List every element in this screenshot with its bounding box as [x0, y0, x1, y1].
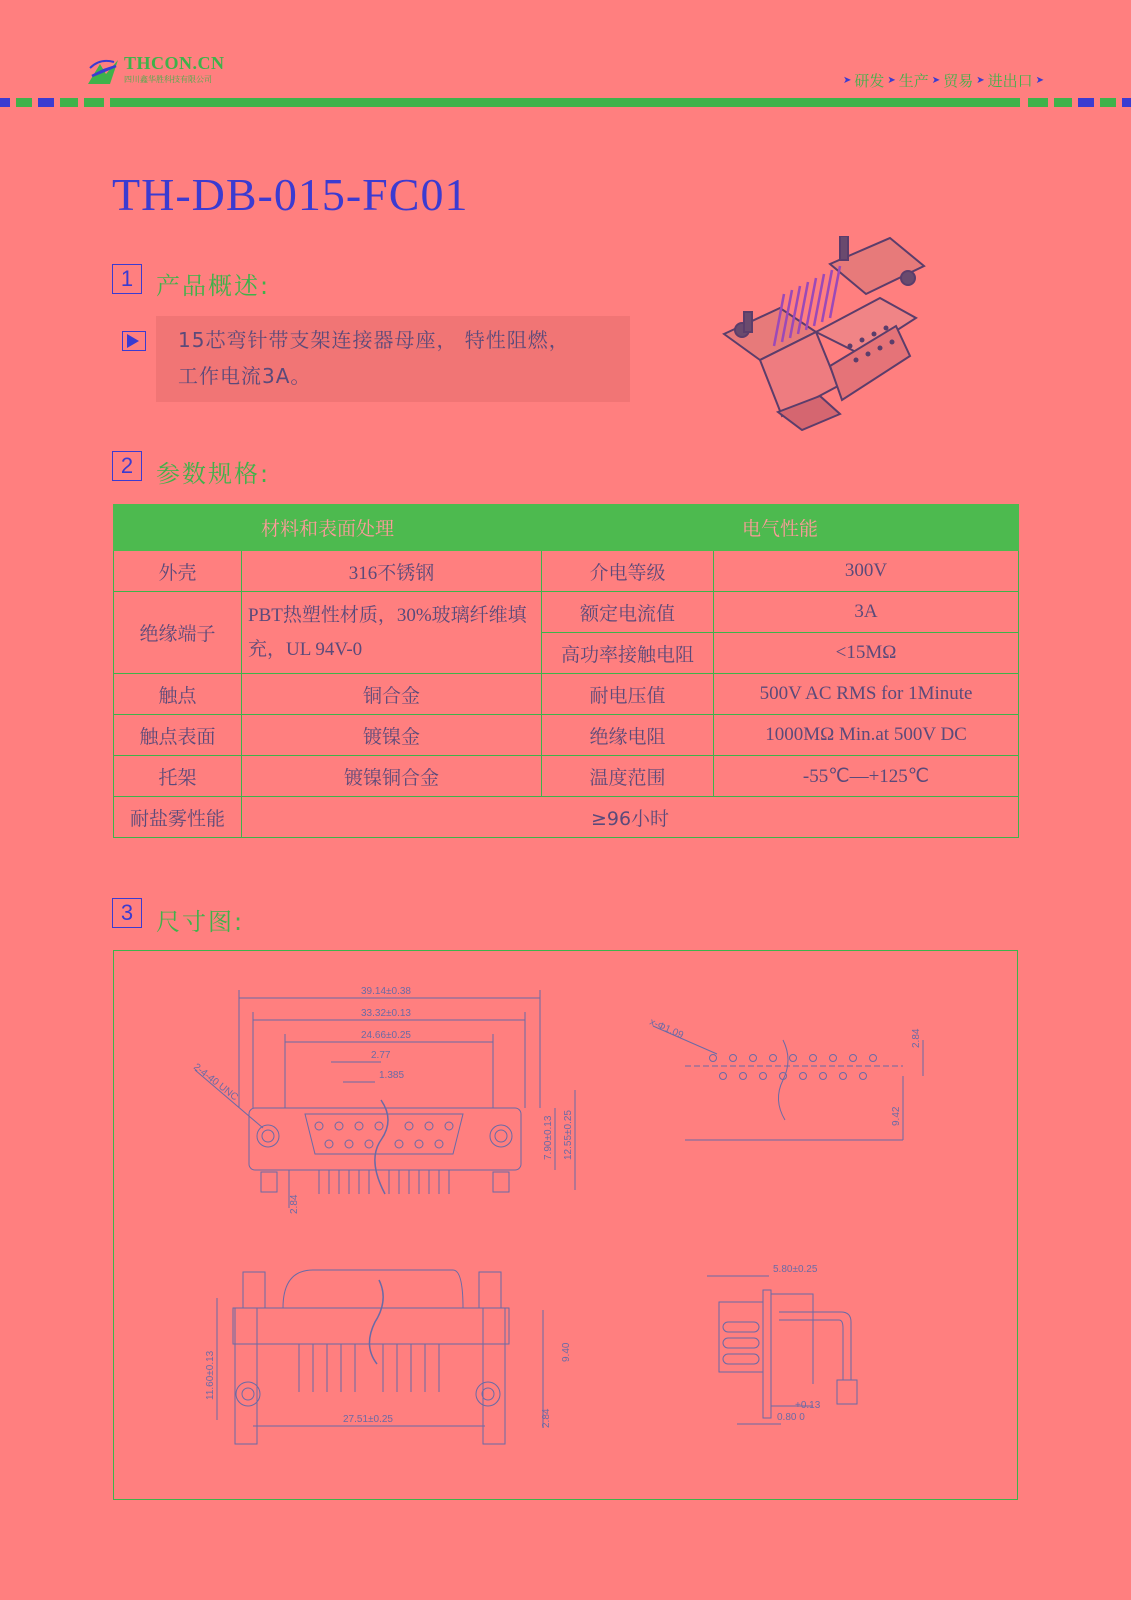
product-image	[720, 236, 945, 431]
table-row	[114, 592, 1019, 633]
dim-row-distance: 9.42	[891, 1106, 902, 1126]
spec-value: PBT热塑性材质，30%玻璃纤维填充，UL 94V-0	[242, 592, 542, 674]
spec-label: 额定电流值	[542, 592, 714, 633]
dim-height-total: 12.55±0.25	[563, 1110, 574, 1160]
dimension-drawing	[113, 950, 1018, 1500]
dim-row-pitch: 2.84	[911, 1028, 922, 1048]
spec-value: -55℃—+125℃	[714, 756, 1019, 797]
dim-hole-dia: x-Φ1.09	[647, 1016, 685, 1042]
spec-value: 1000MΩ Min.at 500V DC	[714, 715, 1019, 756]
top-nav	[840, 70, 1047, 91]
section-number: 1	[112, 264, 142, 294]
spec-label: 耐电压值	[542, 674, 714, 715]
nav-arrow-icon: ➤	[931, 75, 941, 86]
spec-value: 500V AC RMS for 1Minute	[714, 674, 1019, 715]
dim-tolerance: +0.13	[795, 1400, 821, 1411]
spec-label: 高功率接触电阻	[542, 633, 714, 674]
spec-value: ≥96小时	[242, 797, 1019, 838]
nav-arrow-icon: ➤	[887, 75, 896, 86]
spec-value: 镀镍铜合金	[242, 756, 542, 797]
nav-item-trade[interactable]: 贸易	[943, 72, 974, 90]
spec-table	[113, 504, 1019, 838]
nav-item-production[interactable]: 生产	[898, 72, 929, 90]
overview-line: 工作电流3A。	[178, 364, 312, 388]
spec-label: 介电等级	[542, 551, 714, 592]
dim-pin-offset: 2.84	[289, 1194, 300, 1214]
dim-pitch: 2.77	[371, 1050, 391, 1061]
section-title-specs: 参数规格:	[156, 460, 271, 488]
dim-thickness: 0.80 0	[777, 1412, 805, 1423]
spec-label: 触点表面	[114, 715, 242, 756]
spec-value: 铜合金	[242, 674, 542, 715]
table-row	[114, 715, 1019, 756]
section-number: 3	[112, 898, 142, 928]
spec-label: 托架	[114, 756, 242, 797]
brand-name: THCON.CN	[124, 53, 225, 73]
spec-label: 温度范围	[542, 756, 714, 797]
column-header-materials: 材料和表面处理	[114, 505, 542, 551]
spec-label: 触点	[114, 674, 242, 715]
play-icon	[127, 334, 139, 348]
dim-end-width: 5.80±0.25	[773, 1264, 818, 1275]
dim-width-overall: 39.14±0.38	[361, 986, 411, 997]
dim-side-width: 27.51±0.25	[343, 1414, 393, 1425]
spec-value: 镀镍金	[242, 715, 542, 756]
dim-width-shell: 24.66±0.25	[361, 1030, 411, 1041]
dim-thread: 2-4-40 UNC	[191, 1061, 240, 1104]
nav-item-rd[interactable]: 研发	[854, 72, 885, 90]
table-header-row	[114, 505, 1019, 551]
section-title-dimensions: 尺寸图:	[156, 908, 245, 936]
page-title: TH-DB-015-FC01	[112, 169, 469, 220]
dim-side-offset: 2.84	[541, 1408, 552, 1428]
dim-half-pitch: 1.385	[379, 1070, 405, 1081]
section-title-overview: 产品概述:	[156, 272, 271, 300]
header-divider	[0, 98, 1131, 107]
nav-arrow-icon: ➤	[842, 75, 852, 86]
dim-height-body: 7.90±0.13	[543, 1115, 554, 1160]
spec-value: 316不锈钢	[242, 551, 542, 592]
spec-value: 300V	[714, 551, 1019, 592]
spec-value: <15MΩ	[714, 633, 1019, 674]
spec-label: 绝缘电阻	[542, 715, 714, 756]
table-row	[114, 551, 1019, 592]
logo-mark-icon	[86, 56, 120, 86]
section-number: 2	[112, 451, 142, 481]
nav-arrow-icon: ➤	[1035, 75, 1044, 86]
dim-side-height: 11.60±0.13	[205, 1350, 216, 1400]
nav-arrow-icon: ➤	[976, 75, 985, 86]
dim-side-pin-height: 9.40	[561, 1342, 572, 1362]
nav-item-import-export[interactable]: 进出口	[987, 72, 1033, 90]
spec-label: 外壳	[114, 551, 242, 592]
brand-subtitle: 四川鑫华胜科技有限公司	[124, 75, 212, 84]
spec-label: 绝缘端子	[114, 592, 242, 674]
column-header-electrical: 电气性能	[542, 505, 1019, 551]
spec-value: 3A	[714, 592, 1019, 633]
table-row	[114, 756, 1019, 797]
dim-width-mount: 33.32±0.13	[361, 1008, 411, 1019]
spec-label: 耐盐雾性能	[114, 797, 242, 838]
table-row	[114, 674, 1019, 715]
table-row	[114, 797, 1019, 838]
overview-line: 15芯弯针带支架连接器母座， 特性阻燃，	[178, 328, 570, 352]
overview-text	[178, 322, 618, 394]
